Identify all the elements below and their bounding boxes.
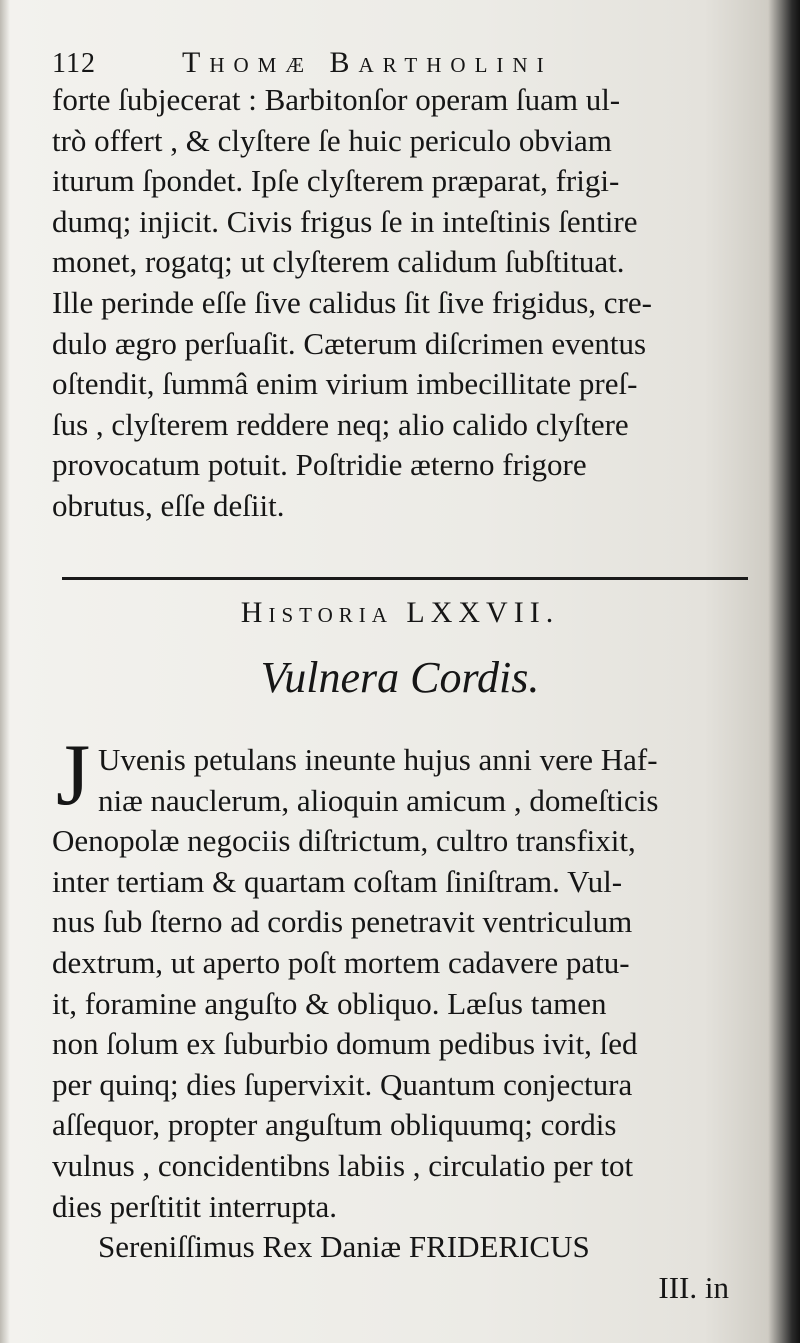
text-line: niæ nauclerum, alioquin amicum , domeſticis <box>98 782 659 818</box>
text-line: nus ſub ſterno ad cordis penetravit ventriculum <box>52 904 633 940</box>
section-title: Vulnera Cordis. <box>260 653 540 702</box>
text-line: monet, rogatq; ut clyſterem calidum ſubſtituat. <box>52 244 625 280</box>
text-line: dumq; injicit. Civis frigus ſe in inteſtinis ſentire <box>52 203 638 239</box>
running-head: Thomæ Bartholini <box>182 46 553 79</box>
text-line: ſus , clyſterem reddere neq; alio calido clyſtere <box>52 406 629 442</box>
text-line: dextrum, ut aperto poſt mortem cadavere patu- <box>52 944 630 980</box>
text-line: aſſequor, propter anguſtum obliquumq; cordis <box>52 1107 617 1143</box>
continued-paragraph <box>52 80 767 527</box>
drop-capital: J <box>56 727 91 824</box>
text-line: vulnus , concidentibns labiis , circulatio per tot <box>52 1147 634 1183</box>
text-line: Uvenis petulans ineunte hujus anni vere Haf- <box>98 742 658 777</box>
text-line: dies perſtitit interrupta. <box>52 1188 337 1224</box>
text-line: it, foramine anguſto & obliquo. Læſus tamen <box>52 985 607 1021</box>
text-line: per quinq; dies ſupervixit. Quantum conjectura <box>52 1066 633 1102</box>
text-line: dulo ægro perſuaſit. Cæterum diſcrimen eventus <box>52 325 647 361</box>
page-header <box>52 44 732 84</box>
text-line: trò offert , & clyſtere ſe huic periculo obviam <box>52 122 612 158</box>
text-line: Ille perinde eſſe ſive calidus ſit ſive frigidus, cre- <box>52 284 652 320</box>
text-line: provocatum potuit. Poſtridie æterno frigore <box>52 447 587 483</box>
text-line: obrutus, eſſe deſiit. <box>52 487 285 523</box>
catchword: III. in <box>658 1269 729 1305</box>
text-line: forte ſubjecerat : Barbitonſor operam ſuam ul- <box>52 82 621 117</box>
text-line: inter tertiam & quartam coſtam ſiniſtram. Vul- <box>52 863 623 899</box>
section-heading: Historia LXXVII. <box>240 596 560 629</box>
text-line: Oenopolæ negociis diſtrictum, cultro transfixit, <box>52 823 636 859</box>
text-line: Sereniſſimus Rex Daniæ FRIDERICUS <box>98 1229 590 1265</box>
text-line: oſtendit, ſummâ enim virium imbecillitate preſ- <box>52 366 638 402</box>
section-divider <box>62 577 748 580</box>
page-number: 112 <box>52 48 96 79</box>
story-paragraph <box>52 740 767 1308</box>
text-line: non ſolum ex ſuburbio domum pedibus ivit, ſed <box>52 1026 638 1062</box>
text-line: iturum ſpondet. Ipſe clyſterem præparat, frigi- <box>52 163 620 199</box>
